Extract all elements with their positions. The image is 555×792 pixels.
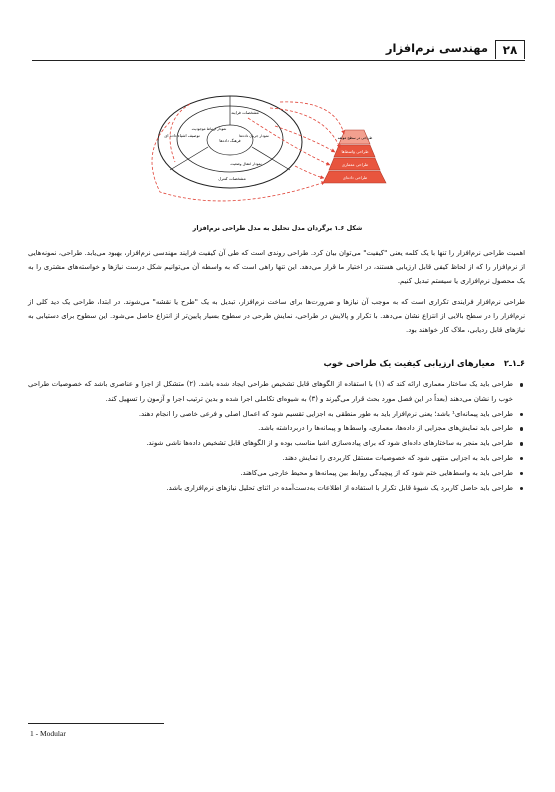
page-number: ۲۸ <box>495 40 525 59</box>
bullet-icon <box>520 487 524 491</box>
list-item: طراحی باید نمایش‌های مجزایی از داده‌ها، معماری، واسط‌ها و پیمانه‌ها را دربرداشته باشد. <box>28 421 525 436</box>
footnote-rule <box>28 723 164 724</box>
outer-label-control: مشخصات کنترل <box>218 176 246 181</box>
figure-caption: شکل ۶ـ۱ برگردان مدل تحلیل به مدل طراحی نرم‌افزار <box>192 224 363 232</box>
section-title: معیارهای ارزیابی کیفیت یک طراحی خوب <box>323 358 495 368</box>
core-label: فرهنگ داده‌ها <box>219 138 241 143</box>
analysis-to-design-figure <box>130 92 400 212</box>
section-heading <box>324 358 525 368</box>
mid-label-erd: نمودار ارتباط موجودیت <box>191 127 227 131</box>
bullet-icon <box>520 457 524 461</box>
bullet-icon <box>520 472 524 476</box>
list-item: طراحی باید یک ساختار معماری ارائه کند که (۱) با استفاده از الگوهای قابل تشخیص طراحی ایجاد شده باشد. (۲) متشکل از اجزا و عناصری باشد که خصوصیات طراحی خوب را نشان می‌دهند (بعداً در این فصل مورد بحث قرار می‌گیرند و (۳) به شیوه‌ای تکاملی اجرا شده و بدین ترتیب اجرا و آزمون را تسهیل کند. <box>28 377 525 407</box>
pyramid-label-interface: طراحی واسط‌ها <box>341 149 369 154</box>
paragraph-2: طراحی نرم‌افزار فرایندی تکراری است که به موجب آن نیازها و ضرورت‌ها برای ساخت نرم‌افزار، تبدیل به یک "طرح یا نقشه" می‌شوند. در ابتدا، طراحی یک دید کلی از نرم‌افزار را در سطح بالایی از انتزاع نشان می‌دهد. با تکرار و پالایش در طراحی، نمایش طرحی در سطوح بسیار پایین‌تر از انتزاع حاصل می‌شود. این سطوح برای دستیابی به نیازهای قابل ردیابی، ملاک کار خواهند بود. <box>28 298 525 335</box>
criteria-list <box>28 377 525 495</box>
mid-label-dfd: نمودار جریان داده‌ها <box>239 134 269 138</box>
list-item: طراحی باید پیمانه‌ای¹ باشد؛ یعنی نرم‌افزار باید به طور منطقی به اجزایی تقسیم شود که اعمال اصلی و فرعی خاصی را انجام دهند. <box>28 407 525 422</box>
footnote: 1 - Modular <box>30 729 66 738</box>
list-item: طراحی باید به واسط‌هایی ختم شود که از پیچیدگی روابط بین پیمانه‌ها و محیط خارجی می‌کاهند. <box>28 466 525 481</box>
pyramid-label-architecture: طراحی معماری <box>341 162 369 167</box>
bullet-icon <box>520 413 524 417</box>
pyramid-label-data: طراحی داده‌ای <box>342 175 368 180</box>
paragraph-1: اهمیت طراحی نرم‌افزار را تنها با یک کلمه یعنی "کیفیت" می‌توان بیان کرد. طراحی روندی است که طی آن کیفیت فرایند مهندسی نرم‌افزار، بهبود می‌یابد. طراحی، نمونه‌هایی از نرم‌افزار را که از لحاظ کیفی قابل ارزیابی هستند، در اختیار ما قرار می‌دهد. این تنها راهی است که به واسطه آن می‌توانیم شکل درست نیازها و خواسته‌های مشتری را به یک محصول نرم‌افزاری یا سیستم تبدیل کنیم. <box>28 249 525 286</box>
bullet-icon <box>520 427 524 431</box>
section-number: ۶ـ۱ـ۲ <box>503 358 525 368</box>
bullet-icon <box>520 442 524 446</box>
list-item: طراحی باید منجر به ساختارهای داده‌ای شود که برای پیاده‌سازی اشیا مناسب بوده و از الگوهای قابل تشخیص داده‌ها ناشی شوند. <box>28 436 525 451</box>
running-title: مهندسی نرم‌افزار <box>385 41 488 55</box>
bullet-icon <box>520 383 524 387</box>
mid-label-std: نمودار انتقال وضعیت <box>230 162 262 166</box>
page-header <box>32 40 525 61</box>
outer-label-objects: توصیف اشیاء داده ای <box>164 133 200 138</box>
pyramid-label-component: طراحی در سطح مولفه <box>337 136 373 140</box>
list-item: طراحی باید به اجزایی منتهی شود که خصوصیات مستقل کاربردی را نمایش دهند. <box>28 451 525 466</box>
outer-label-process: مشخصات فرایند <box>231 110 259 115</box>
list-item: طراحی باید حاصل کاربرد یک شیوهٔ قابل تکرار با استفاده از اطلاعات به‌دست‌آمده در اثنای تحلیل نیازهای نرم‌افزاری باشد. <box>28 481 525 496</box>
